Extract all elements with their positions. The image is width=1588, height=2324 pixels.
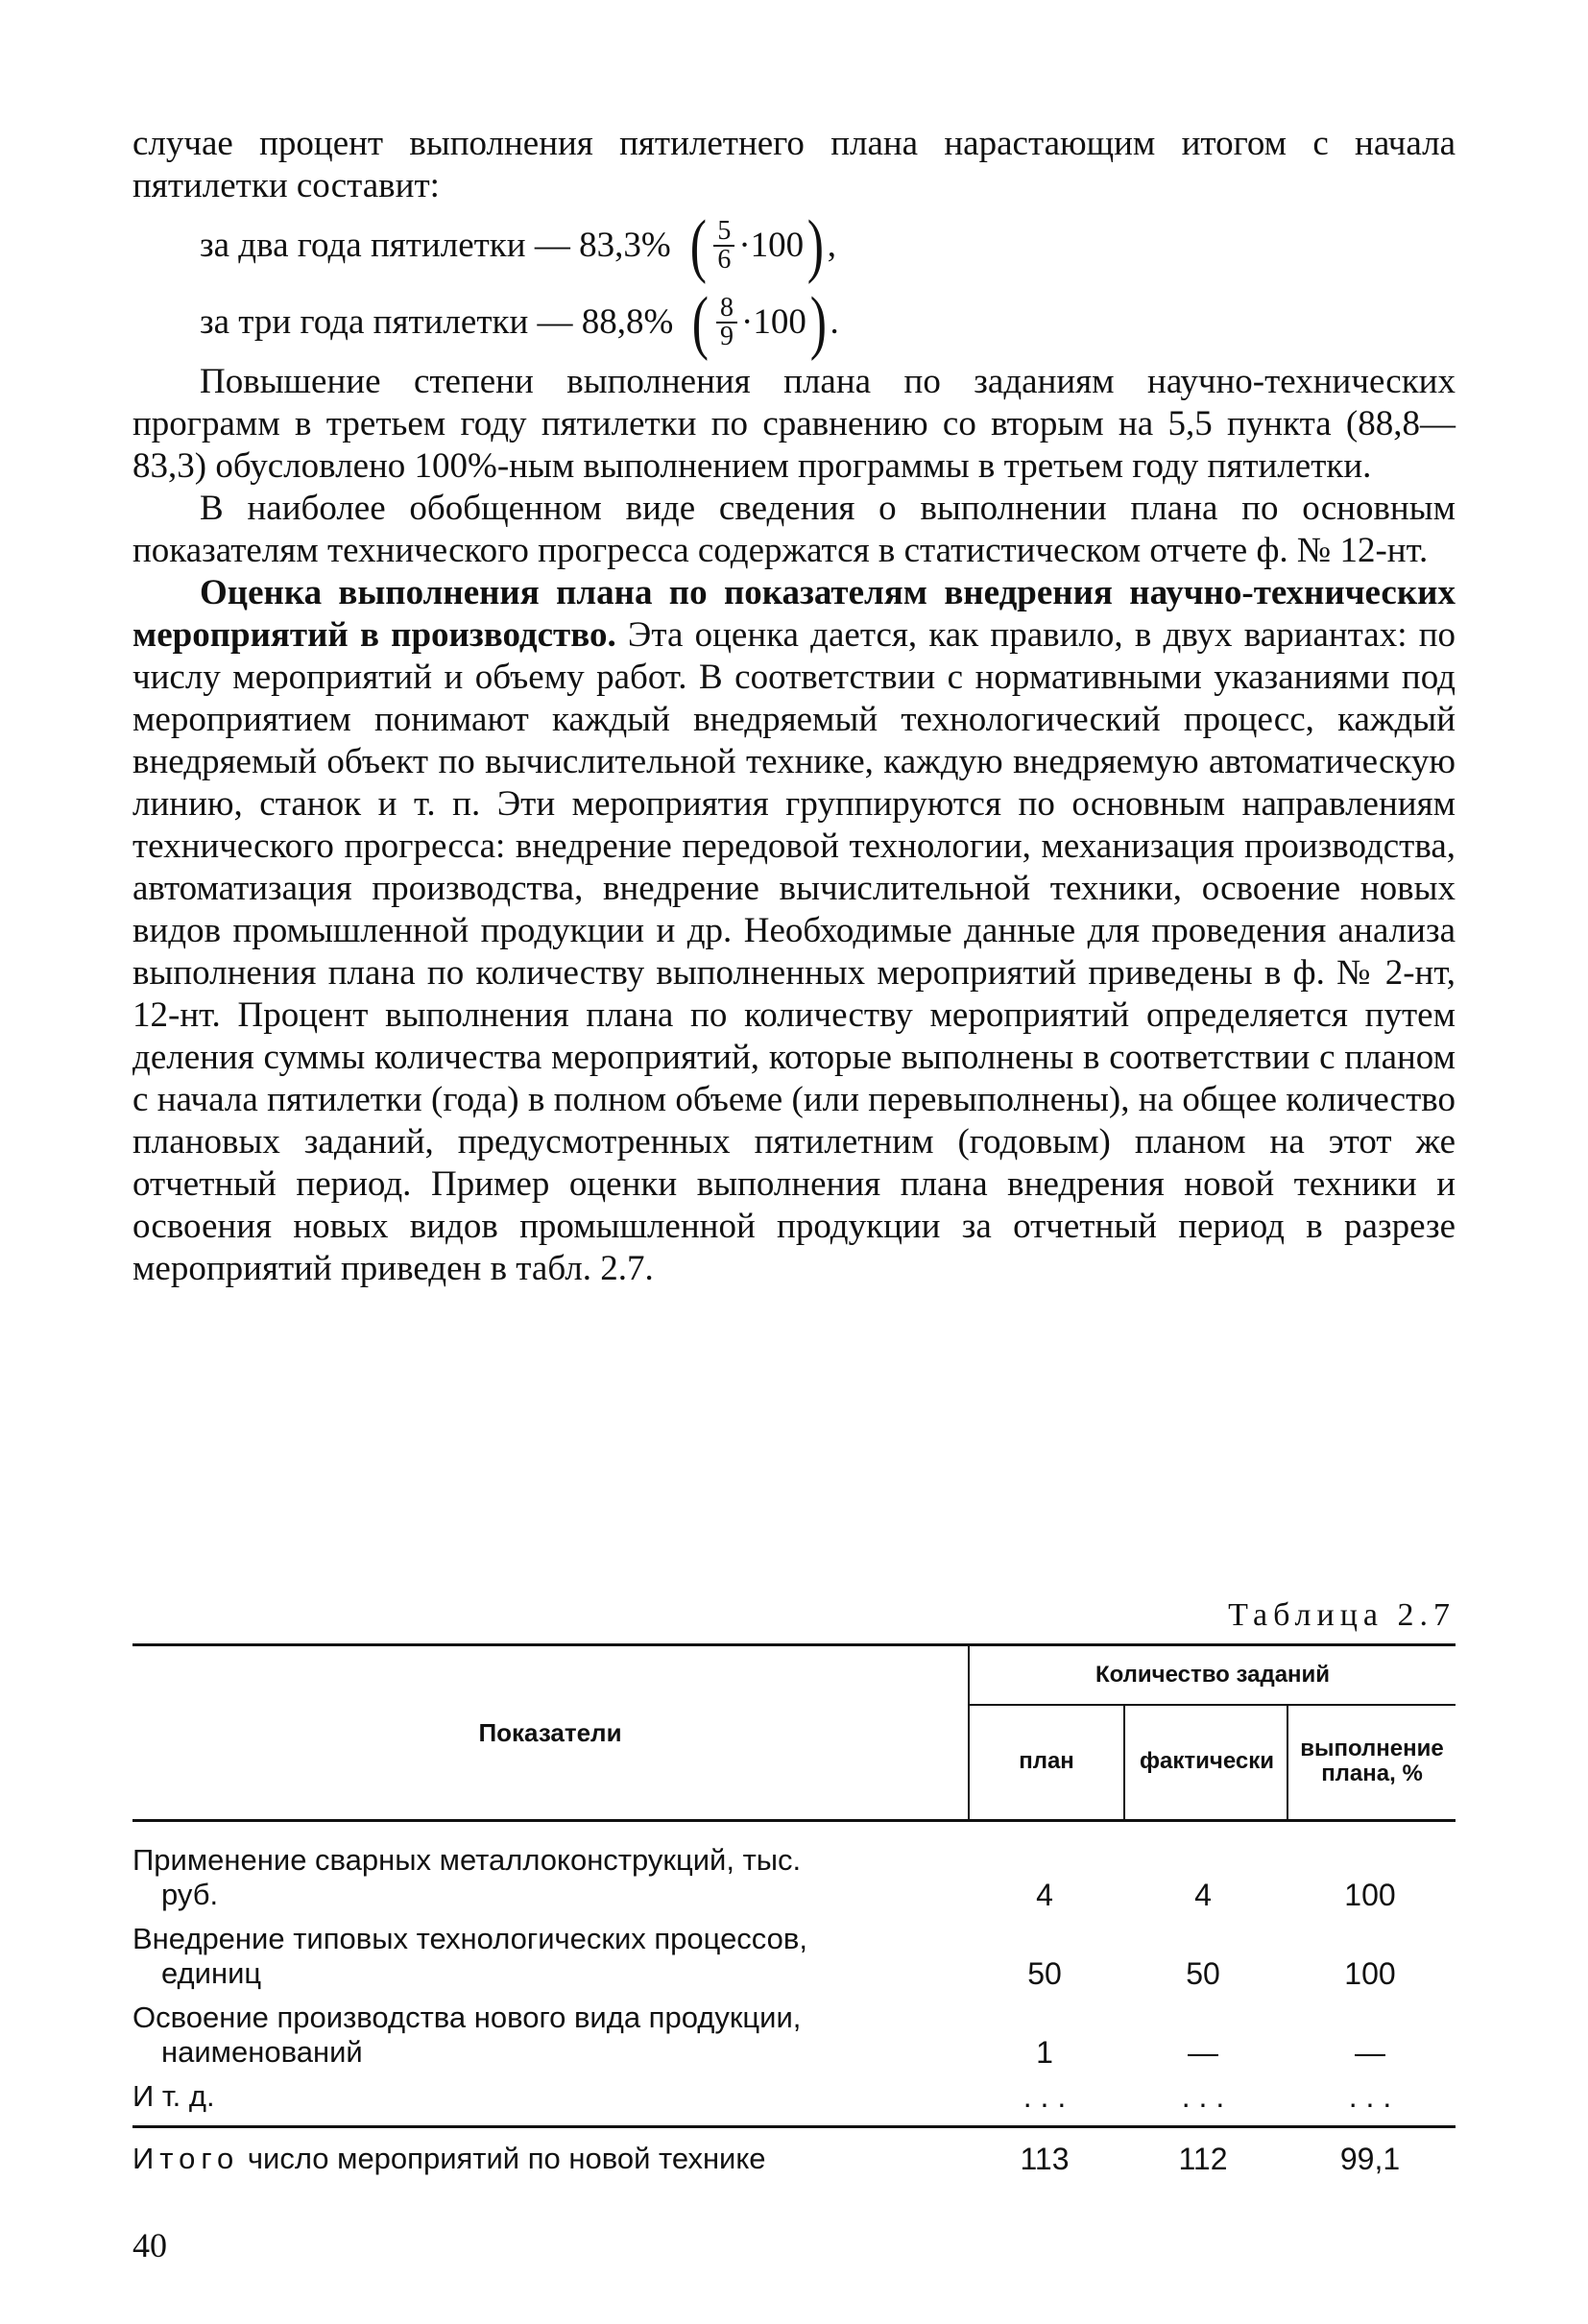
total-label: Итого число мероприятий по новой технике xyxy=(132,2142,766,2175)
formula-two-years xyxy=(200,207,1456,284)
formula-three-years xyxy=(200,284,1456,361)
total-actual: 112 xyxy=(1178,2141,1228,2176)
fraction: $\frac{5}{6}$ xyxy=(713,218,734,274)
formula-text: за три года пятилетки — 88,8% xyxy=(200,302,674,342)
cell-actual: . . . xyxy=(1181,2079,1225,2114)
cell-completion: 100 xyxy=(1344,1878,1396,1912)
cell-actual: — xyxy=(1188,2035,1218,2070)
paragraph-assessment xyxy=(132,572,1456,1290)
formula-text: за два года пятилетки — 83,3% xyxy=(200,226,671,265)
cell-actual: 4 xyxy=(1194,1878,1212,1912)
cell-completion: 100 xyxy=(1344,1956,1396,1991)
page-number: 40 xyxy=(132,2226,167,2264)
table-row xyxy=(132,1922,1456,1991)
table-caption: Таблица 2.7 xyxy=(1228,1597,1456,1633)
table-row xyxy=(132,1843,1456,1912)
row-label: Внедрение типовых технологических процессов, единиц xyxy=(132,1922,807,1990)
cell-completion: — xyxy=(1355,2035,1385,2070)
header-group-title: Количество заданий xyxy=(970,1646,1456,1706)
total-plan: 113 xyxy=(1020,2141,1070,2176)
header-group xyxy=(968,1646,1456,1819)
paragraph-summary: В наиболее обобщенном виде сведения о выполнении плана по основным показателям технического прогресса содержатся в статистическом отчете ф. № 12-нт. xyxy=(132,489,1456,570)
cell-actual: 50 xyxy=(1186,1956,1220,1991)
fraction: $\frac{8}{9}$ xyxy=(716,295,737,350)
cell-plan: 4 xyxy=(1036,1878,1053,1912)
cell-plan: 50 xyxy=(1027,1956,1062,1991)
table-row xyxy=(132,2079,1456,2114)
paragraph-intro: случае процент выполнения пятилетнего плана нарастающим итогом с начала пятилетки составит: xyxy=(132,124,1456,205)
paragraph-increase: Повышение степени выполнения плана по заданиям научно-технических программ в третьем году пятилетки по сравнению со вторым на 5,5 пункта (88,8—83,3) обусловлено 100%-ным выполнением программы в третьем году пятилетки. xyxy=(132,362,1456,486)
header-plan: план xyxy=(1019,1748,1074,1774)
formula-expression: ( $\frac{8}{9}$ ·100 ) . xyxy=(692,283,839,362)
table-header xyxy=(132,1643,1456,1822)
cell-plan: 1 xyxy=(1036,2035,1053,2070)
row-label: Применение сварных металлоконструкций, тыс. руб. xyxy=(132,1843,802,1911)
header-actual: фактически xyxy=(1123,1704,1288,1819)
table-total-row xyxy=(132,2125,1456,2190)
row-label: И т. д. xyxy=(132,2079,215,2113)
row-label: Освоение производства нового вида продукции, наименований xyxy=(132,2001,802,2069)
paragraph-assessment-body: Эта оценка дается, как правило, в двух вариантах: по числу мероприятий и объему работ. В соответствии с нормативными указаниями под мероприятием понимают каждый внедряемый технологический процесс, каждый внедряемый объект по вычислительной технике, каждую внедряемую автоматическую линию, станок и т. п. Эти мероприятия группируются по основным направлениям технического прогресса: внедрение передовой технологии, механизация производства, автоматизация производства, внедрение вычислительной техники, освоение новых видов промышленной продукции и др. Необходимые данные для проведения анализа выполнения плана по количеству выполненных мероприятий приведены в ф. № 2-нт, 12-нт. Процент выполнения плана по количеству мероприятий определяется путем деления суммы количества мероприятий, которые выполнены в соответствии с планом с начала пятилетки (года) в полном объеме (или перевыполнены), на общее количество плановых заданий, предусмотренных пятилетним (годовым) планом на этот же отчетный период. Пример оценки выполнения плана внедрения новой техники и освоения новых видов промышленной продукции за отчетный период в разрезе мероприятий приведен в табл. 2.7. xyxy=(132,615,1456,1288)
section-heading: Оценка выполнения плана по показателям внедрения научно-технических мероприятий в производство. xyxy=(132,573,1456,655)
body-text xyxy=(132,123,1456,1290)
table-2-7 xyxy=(132,1643,1456,2190)
formula-expression: ( $\frac{5}{6}$ ·100 ) , xyxy=(689,206,837,285)
cell-plan: . . . xyxy=(1023,2079,1067,2114)
table-body xyxy=(132,1822,1456,2114)
header-completion: выполнение плана, % xyxy=(1287,1704,1456,1819)
cell-completion: . . . xyxy=(1348,2079,1392,2114)
total-completion: 99,1 xyxy=(1339,2141,1401,2176)
table-row xyxy=(132,2001,1456,2070)
header-indicators: Показатели xyxy=(478,1717,622,1747)
